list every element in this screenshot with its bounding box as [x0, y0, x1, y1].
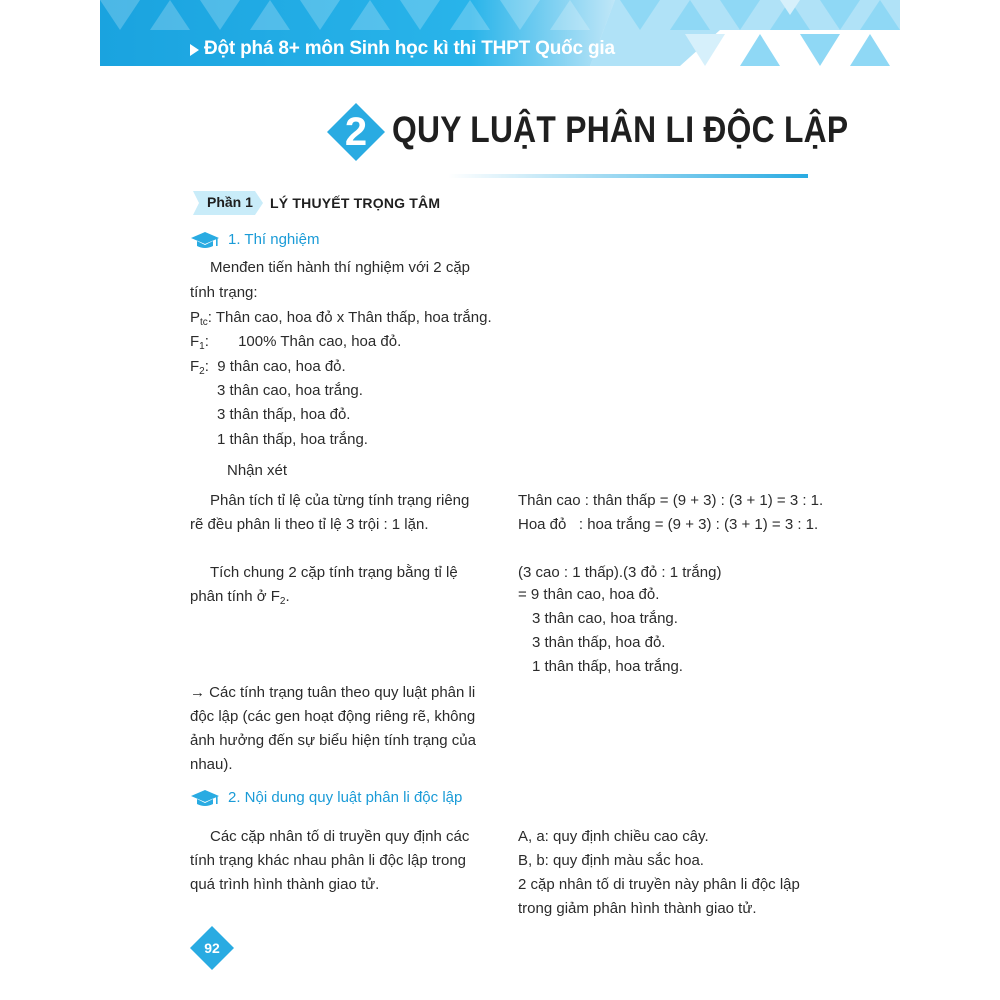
- f1-label: F: [190, 333, 200, 350]
- section2-left-3: quá trình hình thành giao tử.: [190, 876, 380, 893]
- f2-line-2: 3 thân cao, hoa trắng.: [217, 382, 363, 399]
- combined-left-2-end: .: [285, 588, 290, 605]
- analysis-right-2: Hoa đỏ : hoa trắng = (9 + 3) : (3 + 1) = 3 : 1.: [518, 516, 819, 533]
- analysis-left-2: rẽ đều phân li theo tỉ lệ 3 trội : 1 lặn.: [190, 516, 429, 533]
- combined-left-2: [190, 585, 290, 614]
- f1-subscript: 1: [199, 341, 205, 352]
- graduation-cap-icon: [190, 788, 220, 808]
- conclusion-line-1: → Các tính trạng tuân theo quy luật phân li: [190, 684, 476, 701]
- section-2-title: 2. Nội dung quy luật phân li độc lập: [228, 789, 463, 806]
- f2-line-4: 1 thân thấp, hoa trắng.: [217, 431, 368, 448]
- combined-right-1: (3 cao : 1 thấp).(3 đỏ : 1 trắng): [518, 564, 722, 581]
- section-1-title: 1. Thí nghiệm: [228, 231, 320, 248]
- analysis-left-1: Phân tích tỉ lệ của từng tính trạng riêng: [210, 492, 470, 509]
- part-label: Phần 1: [207, 194, 253, 210]
- combined-left-2-text: phân tính ở F: [190, 588, 280, 605]
- observation-heading: Nhận xét: [227, 462, 288, 479]
- analysis-right-1: Thân cao : thân thấp = (9 + 3) : (3 + 1) = 3 : 1.: [518, 492, 824, 509]
- f2-label: F: [190, 358, 200, 375]
- section2-left-1: Các cặp nhân tố di truyền quy định các: [210, 828, 470, 845]
- page-number: 92: [204, 940, 220, 956]
- conclusion-line-4: nhau).: [190, 756, 233, 773]
- section2-right-3: 2 cặp nhân tố di truyền này phân li độc lập: [518, 876, 800, 893]
- f1-text: : 100% Thân cao, hoa đỏ.: [204, 333, 402, 350]
- combined-left-2-subscript: 2: [279, 596, 286, 607]
- chapter-number: 2: [344, 110, 368, 154]
- chapter-title: QUY LUẬT PHÂN LI ĐỘC LẬP: [392, 109, 849, 150]
- section2-left-2: tính trạng khác nhau phân li độc lập trong: [190, 852, 467, 869]
- section2-right-4: trong giảm phân hình thành giao tử.: [518, 900, 757, 917]
- section2-right-1: A, a: quy định chiều cao cây.: [518, 828, 709, 845]
- conclusion-line-3: ảnh hưởng đến sự biểu hiện tính trạng của: [190, 732, 476, 749]
- combined-right-3: 3 thân cao, hoa trắng.: [532, 610, 678, 627]
- p-label: P: [190, 309, 201, 326]
- section2-right-2: B, b: quy định màu sắc hoa.: [518, 852, 704, 869]
- header-title: Đột phá 8+ môn Sinh học kì thi THPT Quốc gia: [204, 38, 615, 59]
- combined-right-2: = 9 thân cao, hoa đỏ.: [518, 586, 660, 603]
- f2-line-3: 3 thân thấp, hoa đỏ.: [217, 406, 351, 423]
- combined-right-5: 1 thân thấp, hoa trắng.: [532, 658, 683, 675]
- intro-line-1: Menđen tiến hành thí nghiệm với 2 cặp: [210, 259, 471, 276]
- combined-right-4: 3 thân thấp, hoa đỏ.: [532, 634, 666, 651]
- f2-subscript: 2: [199, 366, 205, 377]
- combined-left-1: Tích chung 2 cặp tính trạng bằng tỉ lệ: [210, 564, 458, 581]
- p-subscript: tc: [200, 317, 208, 328]
- play-arrow-icon: [190, 44, 199, 56]
- p-text: : Thân cao, hoa đỏ x Thân thấp, hoa trắng.: [207, 309, 492, 326]
- part-title: LÝ THUYẾT TRỌNG TÂM: [270, 195, 441, 211]
- graduation-cap-icon: [190, 230, 220, 250]
- intro-line-2: tính trạng:: [190, 284, 258, 301]
- f2-text: : 9 thân cao, hoa đỏ.: [204, 358, 346, 375]
- conclusion-line-2: độc lập (các gen hoạt động riêng rẽ, không: [190, 708, 476, 725]
- chapter-underline: [448, 174, 808, 178]
- header-banner: [100, 0, 900, 66]
